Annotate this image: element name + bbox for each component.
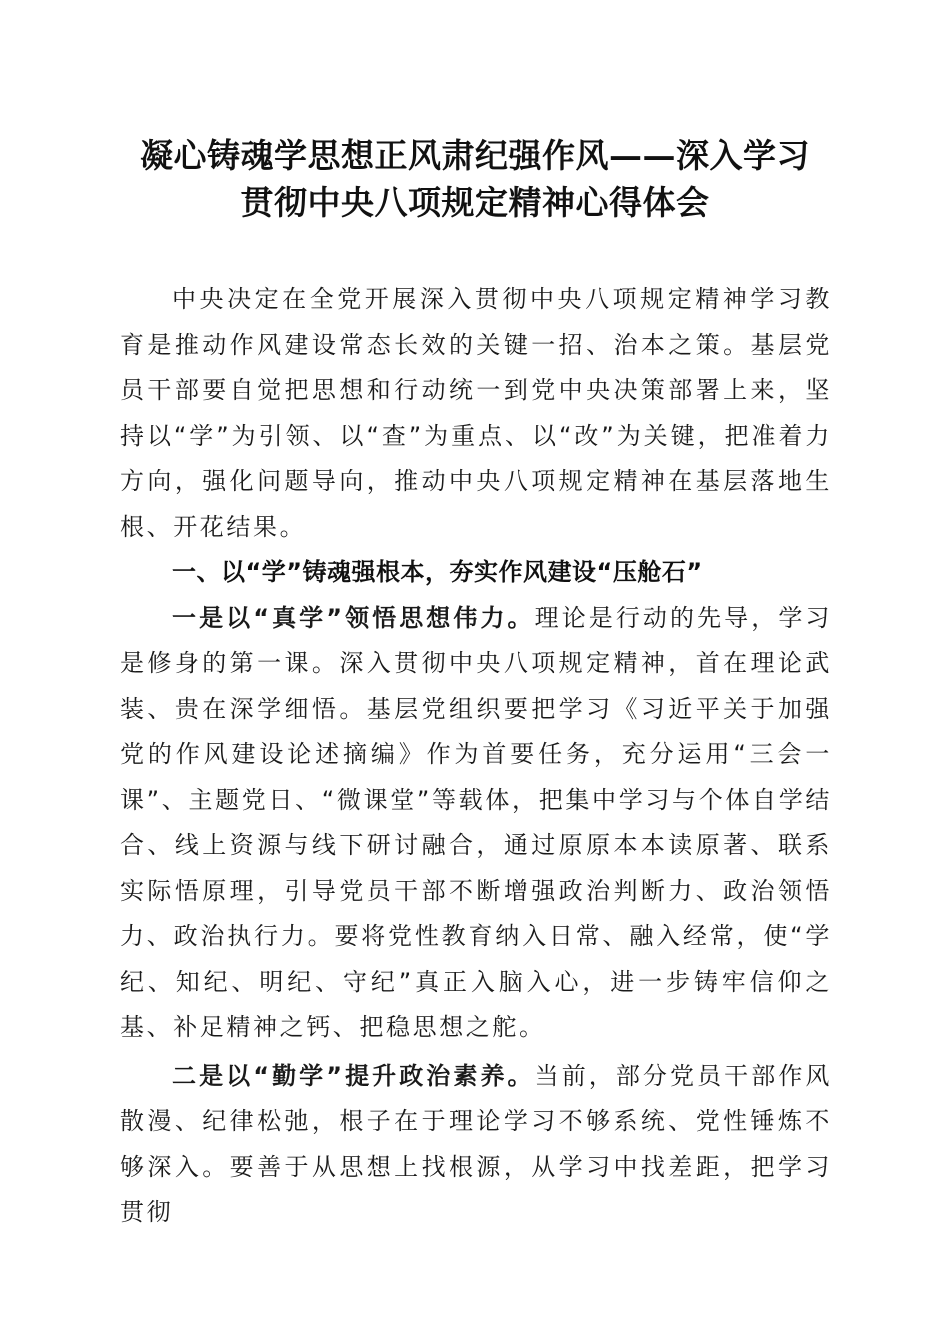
intro-paragraph: 中央决定在全党开展深入贯彻中央八项规定精神学习教育是推动作风建设常态长效的关键一招、治本之策。基层党员干部要自觉把思想和行动统一到党中央决策部署上来，坚持以“学”为引领、以“查”为重点、以“改”为关键，把准着力方向，强化问题导向，推动中央八项规定精神在基层落地生根、开花结果。 (120, 285, 832, 541)
section-heading-1: 一、以“学”铸魂强根本，夯实作风建设“压舱石” (172, 558, 703, 586)
title-line-2: 贯彻中央八项规定精神心得体会 (240, 183, 710, 222)
point-2-paragraph (120, 1054, 832, 1236)
point-1-paragraph (120, 596, 832, 1051)
point-2-lead: 二是以“勤学”提升政治素养。 (172, 1061, 535, 1090)
document-body (120, 277, 832, 1236)
point-1-lead: 一是以“真学”领悟思想伟力。 (172, 603, 535, 632)
point-2-text: 当前，部分党员干部作风散漫、纪律松弛，根子在于理论学习不够系统、党性锤炼不够深入。要善于从思想上找根源，从学习中找差距，把学习贯彻 (120, 1061, 832, 1226)
document-title (100, 132, 850, 226)
point-1-text: 理论是行动的先导，学习是修身的第一课。深入贯彻中央八项规定精神，首在理论武装、贵在深学细悟。基层党组织要把学习《习近平关于加强党的作风建设论述摘编》作为首要任务，充分运用“三会一课”、主题党日、“微课堂”等载体，把集中学习与个体自学结合、线上资源与线下研讨融合，通过原原本本读原著、联系实际悟原理，引导党员干部不断增强政治判断力、政治领悟力、政治执行力。要将党性教育纳入日常、融入经常，使“学纪、知纪、明纪、守纪”真正入脑入心，进一步铸牢信仰之基、补足精神之钙、把稳思想之舵。 (120, 603, 832, 1041)
title-line-1: 凝心铸魂学思想正风肃纪强作风——深入学习 (140, 136, 810, 175)
